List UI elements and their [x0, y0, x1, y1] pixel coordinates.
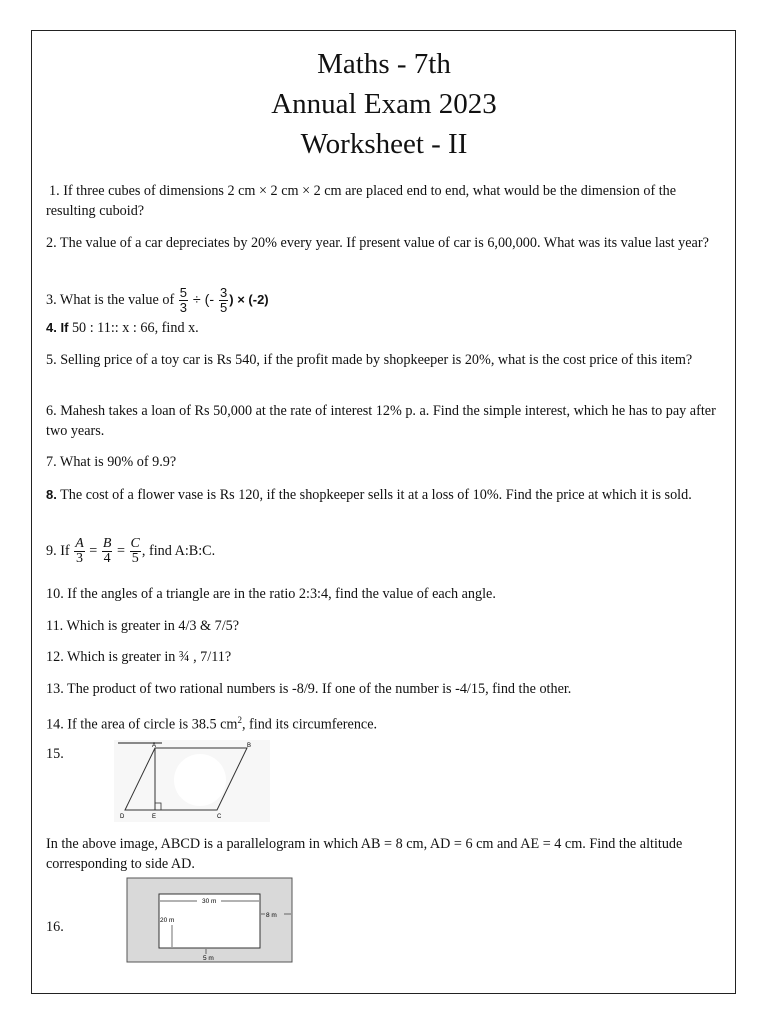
question-15-number: 15. [46, 746, 64, 762]
question-10: 10. If the angles of a triangle are in the ratio 2:3:4, find the value of each angle. [46, 586, 496, 602]
question-12: 12. Which is greater in ¾ , 7/11? [46, 649, 232, 665]
label-e: E [152, 814, 157, 820]
question-2: 2. The value of a car depreciates by 20% every year. If present value of car is 6,00,000. What was its value last year? [46, 235, 709, 251]
question-7: 7. What is 90% of 9.9? [46, 454, 177, 470]
question-15-caption: In the above image, ABCD is a parallelogram in which AB = 8 cm, AD = 6 cm and AE = 4 cm. Find the altitude corresponding to side AD. [46, 836, 683, 872]
label-20m: 20 m [160, 917, 175, 924]
title-line-3: Worksheet - II [300, 128, 468, 160]
question-3: 3. What is the value of $\frac{5}{3}$ ÷ (- $\frac{3}{5}$ ) × (-2) [46, 285, 269, 315]
title-line-2: Annual Exam 2023 [271, 88, 497, 120]
label-5m: 5 m [203, 955, 214, 962]
title-line-1: Maths - 7th [317, 48, 451, 80]
rectangle-path-figure [126, 876, 302, 966]
question-4: 4. If 50 : 11:: x : 66, find x. [46, 320, 199, 336]
question-6: 6. Mahesh takes a loan of Rs 50,000 at the rate of interest 12% p. a. Find the simple interest, which he has to pay after two years. [46, 403, 716, 439]
question-9: 9. If $\frac{A}{3}$ = $\frac{B}{4}$ = $\frac{C}{5}$ , find A:B:C. [46, 536, 216, 566]
label-c: C [217, 814, 222, 820]
fraction-c-5: $\frac{C}{5}$ [130, 536, 140, 566]
label-30m: 30 m [202, 898, 217, 905]
parallelogram-figure [114, 740, 270, 822]
label-d: D [120, 814, 125, 820]
question-11: 11. Which is greater in 4/3 & 7/5? [46, 618, 240, 634]
fraction-3-5: $\frac{3}{5}$ [220, 285, 228, 315]
fraction-a-3: $\frac{A}{3}$ [75, 536, 84, 566]
question-16-number: 16. [46, 919, 64, 935]
question-14: 14. If the area of circle is 38.5 $cm^2$, find its circumference. [46, 715, 378, 733]
label-b: B [247, 743, 252, 749]
fraction-5-3: $\frac{5}{3}$ [179, 285, 187, 315]
label-8m: 8 m [266, 912, 277, 919]
question-5: 5. Selling price of a toy car is Rs 540, if the profit made by shopkeeper is 20%, what is the cost price of this item? [46, 352, 693, 368]
fraction-b-4: $\frac{B}{4}$ [102, 536, 112, 566]
label-a: A [152, 743, 157, 749]
question-1: 1. If three cubes of dimensions 2 cm × 2 cm × 2 cm are placed end to end, what would be the dimension of the resulting cuboid? [46, 183, 677, 219]
question-8: 8. The cost of a flower vase is Rs 120, if the shopkeeper sells it at a loss of 10%. Find the price at which it is sold. [46, 487, 692, 503]
question-13: 13. The product of two rational numbers is -8/9. If one of the number is -4/15, find the other. [46, 681, 572, 697]
